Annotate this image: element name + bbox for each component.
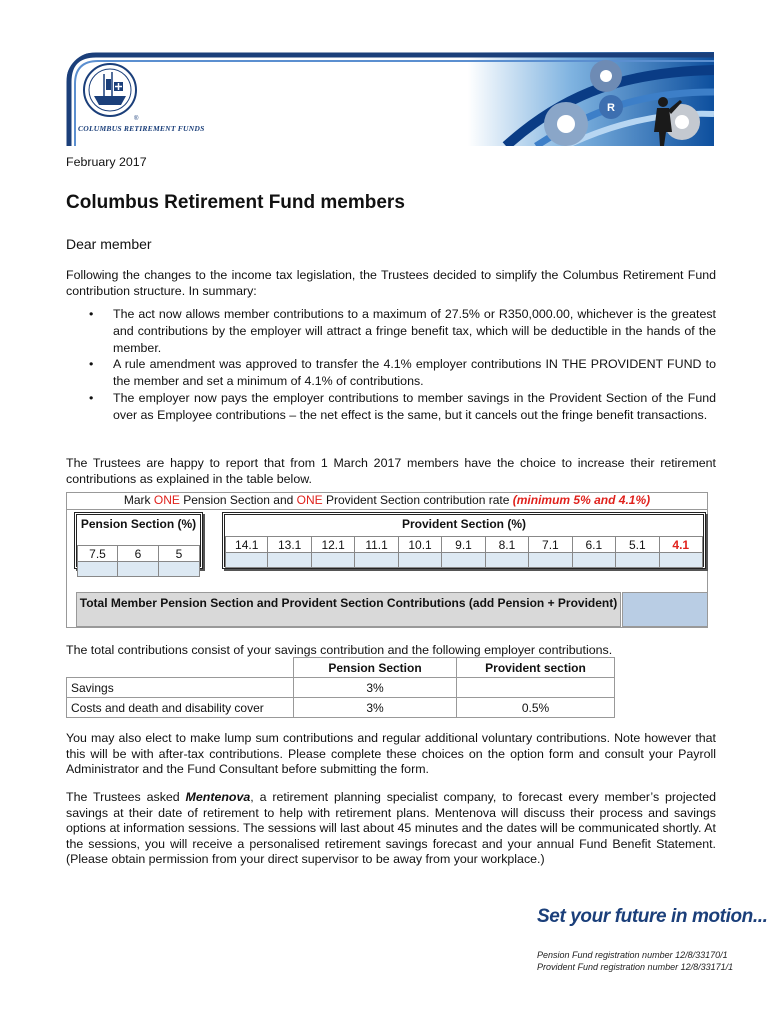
provident-rate-option[interactable] bbox=[573, 536, 616, 566]
rate-checkbox[interactable] bbox=[616, 553, 659, 568]
provident-rate-option[interactable] bbox=[660, 536, 703, 566]
rate-checkbox[interactable] bbox=[399, 553, 442, 568]
provident-rate-option[interactable] bbox=[225, 536, 268, 566]
list-item: • The employer now pays the employer contributions to member savings in the Provident Section of the Fund over as Employee contributions – the net effect is the same, but it cancels out the fringe benefit transactions. bbox=[89, 390, 716, 424]
letter-date: February 2017 bbox=[66, 155, 147, 169]
rate-checkbox[interactable] bbox=[529, 553, 572, 568]
gear-letter: R bbox=[607, 102, 615, 114]
rate-value: 13.1 bbox=[268, 536, 311, 553]
provident-rate-option[interactable] bbox=[355, 536, 398, 566]
page-title: Columbus Retirement Fund members bbox=[66, 192, 405, 213]
provident-rate-option[interactable] bbox=[312, 536, 355, 566]
header-banner bbox=[66, 52, 714, 146]
registered-mark: ® bbox=[134, 116, 139, 122]
total-contributions-paragraph: The total contributions consist of your savings contribution and the following employer contributions. bbox=[66, 643, 613, 657]
pension-value: 3% bbox=[294, 698, 457, 718]
pension-rate-option[interactable] bbox=[77, 545, 118, 566]
rate-value: 11.1 bbox=[355, 536, 398, 553]
rate-checkbox[interactable] bbox=[355, 553, 398, 568]
rate-value: 6 bbox=[118, 545, 159, 562]
rate-checkbox[interactable] bbox=[660, 553, 703, 568]
rate-checkbox[interactable] bbox=[118, 562, 159, 577]
mark-one-provident: ONE bbox=[296, 493, 323, 507]
tagline: Set your future in motion... bbox=[537, 906, 768, 927]
lump-sum-paragraph: You may also elect to make lump sum contributions and regular additional voluntary contributions. Note however that this will be with after-tax contributions. Please complete these choices on the option form and consult your Payroll Administrator and the Fund Consultant before submitting the form. bbox=[66, 731, 716, 776]
gear-icon bbox=[599, 95, 623, 119]
minimum-note: (minimum 5% and 4.1%) bbox=[512, 493, 651, 507]
rate-checkbox[interactable] bbox=[573, 553, 616, 568]
mentenova-text: The Trustees asked bbox=[66, 790, 186, 804]
mentenova-paragraph bbox=[66, 790, 716, 868]
employer-contributions-table bbox=[66, 657, 615, 718]
provident-rate-option[interactable] bbox=[442, 536, 485, 566]
gear-icon bbox=[590, 60, 622, 92]
rate-value: 6.1 bbox=[573, 536, 616, 553]
rate-value: 5.1 bbox=[616, 536, 659, 553]
rate-checkbox[interactable] bbox=[225, 553, 268, 568]
choice-paragraph: The Trustees are happy to report that from 1 March 2017 members have the choice to increase their retirement contributions as explained in the table below. bbox=[66, 456, 716, 486]
column-header-pension: Pension Section bbox=[294, 658, 457, 678]
mentenova-text: , a retirement planning specialist company, to forecast every member’s projected savings at their date of retirement to help with retirement plans. Mentenova will discuss their process and savings options at information sessions. The sessions will last about 45 minutes and the dates will be communicated shortly. At the sessions, you will receive a personalised retirement savings forecast and your annual Fund Benefit Statement. (Please obtain permission from your direct supervisor to be away from your workplace.) bbox=[66, 790, 716, 866]
pension-value: 3% bbox=[294, 678, 457, 698]
provident-registration: Provident Fund registration number 12/8/33171/1 bbox=[537, 962, 734, 972]
pension-section-header: Pension Section (%) bbox=[80, 517, 197, 531]
mark-one-pension: ONE bbox=[153, 493, 180, 507]
rate-value: 8.1 bbox=[486, 536, 529, 553]
mark-text: Pension Section and bbox=[179, 493, 297, 507]
provident-value: 0.5% bbox=[457, 698, 615, 718]
mark-instruction bbox=[66, 492, 708, 510]
column-header-provident: Provident section bbox=[457, 658, 615, 678]
row-label: Costs and death and disability cover bbox=[67, 698, 294, 718]
rate-checkbox[interactable] bbox=[312, 553, 355, 568]
pension-rate-options bbox=[77, 545, 200, 566]
provident-rate-option[interactable] bbox=[399, 536, 442, 566]
rate-value-minimum: 4.1 bbox=[660, 536, 703, 553]
table-row bbox=[67, 698, 615, 718]
table-corner bbox=[67, 658, 294, 678]
provident-rate-option[interactable] bbox=[486, 536, 529, 566]
provident-section-header: Provident Section (%) bbox=[401, 517, 526, 531]
rate-checkbox[interactable] bbox=[159, 562, 200, 577]
mark-text: Provident Section contribution rate bbox=[322, 493, 513, 507]
pension-rate-option[interactable] bbox=[159, 545, 200, 566]
provident-rate-options bbox=[225, 536, 703, 566]
provident-rate-option[interactable] bbox=[616, 536, 659, 566]
rate-checkbox[interactable] bbox=[77, 562, 118, 577]
rate-value: 7.1 bbox=[529, 536, 572, 553]
list-item: • The act now allows member contributions to a maximum of 27.5% or R350,000.00, whichever is the greatest and contributions by the employer will attract a fringe benefit tax, which will be deductible in the hands of the member. bbox=[89, 306, 716, 356]
mark-text: Mark bbox=[123, 493, 154, 507]
total-contributions-label: Total Member Pension Section and Provident Section Contributions (add Pension + Provident) bbox=[76, 592, 621, 627]
provident-rate-option[interactable] bbox=[529, 536, 572, 566]
greeting: Dear member bbox=[66, 236, 152, 252]
rate-value: 14.1 bbox=[225, 536, 268, 553]
rate-checkbox[interactable] bbox=[442, 553, 485, 568]
rate-value: 12.1 bbox=[312, 536, 355, 553]
total-contributions-field[interactable] bbox=[622, 592, 708, 627]
provident-value bbox=[457, 678, 615, 698]
rate-value: 9.1 bbox=[442, 536, 485, 553]
mentenova-name: Mentenova bbox=[185, 790, 251, 804]
rate-value: 10.1 bbox=[399, 536, 442, 553]
provident-section-box bbox=[222, 512, 706, 569]
pension-section-box bbox=[74, 512, 203, 569]
rate-checkbox[interactable] bbox=[486, 553, 529, 568]
pension-rate-option[interactable] bbox=[118, 545, 159, 566]
intro-paragraph: Following the changes to the income tax legislation, the Trustees decided to simplify the Columbus Retirement Fund contribution structure. In summary: bbox=[66, 268, 716, 298]
contribution-rate-table bbox=[66, 492, 708, 628]
gear-icon bbox=[544, 102, 588, 146]
pension-registration: Pension Fund registration number 12/8/33170/1 bbox=[537, 950, 728, 960]
rate-value: 7.5 bbox=[77, 545, 118, 562]
rate-checkbox[interactable] bbox=[268, 553, 311, 568]
table-header-row bbox=[67, 658, 615, 678]
row-label: Savings bbox=[67, 678, 294, 698]
table-row bbox=[67, 678, 615, 698]
rate-value: 5 bbox=[159, 545, 200, 562]
provident-rate-option[interactable] bbox=[268, 536, 311, 566]
list-item: • A rule amendment was approved to transfer the 4.1% employer contributions IN THE PROVIDENT FUND to the member and set a minimum of 4.1% of contributions. bbox=[89, 356, 716, 390]
brand-name: COLUMBUS RETIREMENT FUNDS bbox=[78, 124, 205, 133]
summary-list bbox=[89, 306, 716, 424]
